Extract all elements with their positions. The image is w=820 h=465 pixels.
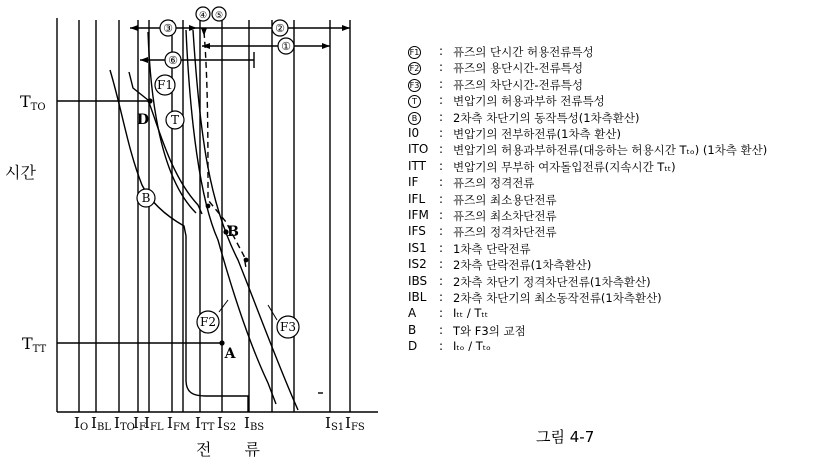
legend-text: 1차측 단락전류 (453, 241, 531, 256)
legend-colon: : (439, 224, 444, 239)
legend-colon: : (439, 60, 444, 75)
x-tick-label: IFM (167, 414, 191, 433)
point-marker (206, 204, 211, 209)
legend-text: 퓨즈의 차단시간-전류특성 (453, 77, 584, 92)
legend-text: 퓨즈의 단시간 허용전류특성 (453, 45, 594, 59)
legend-colon: : (439, 93, 444, 108)
legend-colon: : (439, 290, 444, 304)
legend-text: 퓨즈의 정격전류 (453, 176, 535, 191)
x-tick-label: IBS (244, 414, 265, 433)
legend-symbol: A (408, 306, 417, 321)
legend-colon: : (439, 158, 444, 173)
label-D: D (136, 112, 150, 128)
legend-symbol: F3 (409, 80, 420, 90)
x-tick-label: ITT (195, 414, 215, 433)
legend-text: 2차측 차단기의 최소동작전류(1차측환산) (453, 291, 662, 305)
legend-colon: : (439, 126, 444, 140)
legend-symbol: IBL (408, 290, 427, 304)
label-F3: F3 (280, 320, 296, 334)
legend-text: 2차측 단락전류(1차측환산) (453, 258, 592, 273)
range-label-1: ① (281, 40, 291, 53)
legend-symbol: B (408, 110, 442, 125)
legend-colon: : (439, 175, 444, 190)
legend-symbol: IFS (408, 224, 426, 239)
legend-symbol: B (408, 322, 417, 337)
range-label-3: ③ (163, 22, 173, 35)
label-A: A (224, 346, 236, 362)
x-tick-label: IO (74, 414, 89, 433)
legend-text: 변압기의 무부하 여자돌입전류(지속시간 Tₜₜ) (453, 159, 676, 174)
range-label-6: ⑥ (168, 54, 178, 67)
legend-symbol: F1 (409, 48, 420, 57)
label-F1: F1 (157, 78, 173, 92)
label-F2: F2 (200, 315, 216, 329)
legend-text: 변압기의 허용과부하전류(대응하는 허용시간 Tₜₒ) (1차측 환산) (453, 143, 768, 158)
point-D (147, 98, 152, 103)
x-tick-label: IBL (91, 414, 111, 433)
legend-text: 변압기의 전부하전류(1차측 환산) (453, 127, 622, 141)
range-label-2: ② (275, 22, 285, 35)
arrow-head (202, 43, 210, 49)
arrow-head (140, 57, 148, 63)
legend-symbol: IS2 (408, 257, 427, 272)
x-tick-label: IF (133, 414, 146, 433)
legend-colon: : (439, 44, 444, 58)
legend-text: 퓨즈의 최소차단전류 (453, 209, 557, 223)
legend-symbol: F2 (409, 64, 420, 74)
arrow-head (322, 43, 330, 49)
ytick-ttt: TTT (22, 334, 47, 355)
legend-colon: : (439, 306, 444, 321)
point-marker (244, 258, 249, 263)
legend-text: 퓨즈의 용단시간-전류특성 (453, 61, 584, 76)
legend-colon: : (439, 142, 444, 157)
x-tick-label: IFL (144, 414, 164, 433)
legend-text: 퓨즈의 최소용단전류 (453, 192, 557, 207)
figure-caption: 그림 4-7 (536, 428, 595, 446)
legend-colon: : (439, 76, 444, 91)
legend-symbol: IFL (408, 191, 426, 206)
legend-colon: : (439, 191, 444, 206)
legend-colon: : (439, 322, 444, 337)
arrow-head (201, 28, 207, 36)
arrow-head (130, 25, 138, 31)
legend-colon: : (439, 273, 444, 288)
label-T: T (170, 113, 180, 127)
legend-colon: : (439, 109, 444, 124)
y-axis-label: 시간 (5, 163, 36, 182)
arrow-head (342, 25, 350, 31)
x-axis-label: 전 류 (196, 440, 274, 459)
legend-symbol: D (408, 339, 418, 354)
x-tick-label: ITO (114, 414, 135, 433)
legend-colon: : (439, 240, 444, 255)
legend-symbol: IFM (408, 208, 429, 222)
legend-colon: : (439, 257, 444, 272)
legend-text: 2차측 차단기 정격차단전류(1차측환산) (453, 274, 651, 289)
range-label-4: ④ (198, 11, 208, 21)
range-label-5: ⑤ (214, 11, 224, 21)
legend-text: Iₜₜ / Tₜₜ (453, 306, 489, 321)
legend-symbol: IS1 (408, 240, 427, 255)
label-B: B (141, 191, 151, 205)
point-A (219, 340, 224, 345)
legend-text: Iₜₒ / Tₜₒ (453, 339, 491, 354)
x-tick-label: IS1 (325, 414, 345, 433)
legend-symbol: IF (408, 175, 419, 190)
legend-text: T와 F3의 교점 (453, 323, 526, 338)
legend-text: 2차측 차단기의 동작특성(1차측환산) (453, 110, 640, 125)
label-Bpt: B (227, 224, 239, 240)
legend-symbol: I0 (408, 126, 420, 140)
legend-colon: : (439, 208, 444, 222)
legend-symbol: IBS (408, 273, 428, 288)
legend-symbol: T (408, 93, 442, 108)
curve-F3 (193, 30, 298, 410)
x-tick-label: IFS (345, 414, 365, 433)
legend-symbol: ITT (408, 158, 426, 173)
ytick-tto: TTO (20, 92, 46, 113)
legend-colon: : (439, 339, 444, 354)
legend-text: 변압기의 허용과부하 전류특성 (453, 94, 605, 109)
x-tick-label: IS2 (217, 414, 237, 433)
legend-symbol: ITO (408, 142, 429, 157)
legend-text: 퓨즈의 정격차단전류 (453, 225, 557, 240)
